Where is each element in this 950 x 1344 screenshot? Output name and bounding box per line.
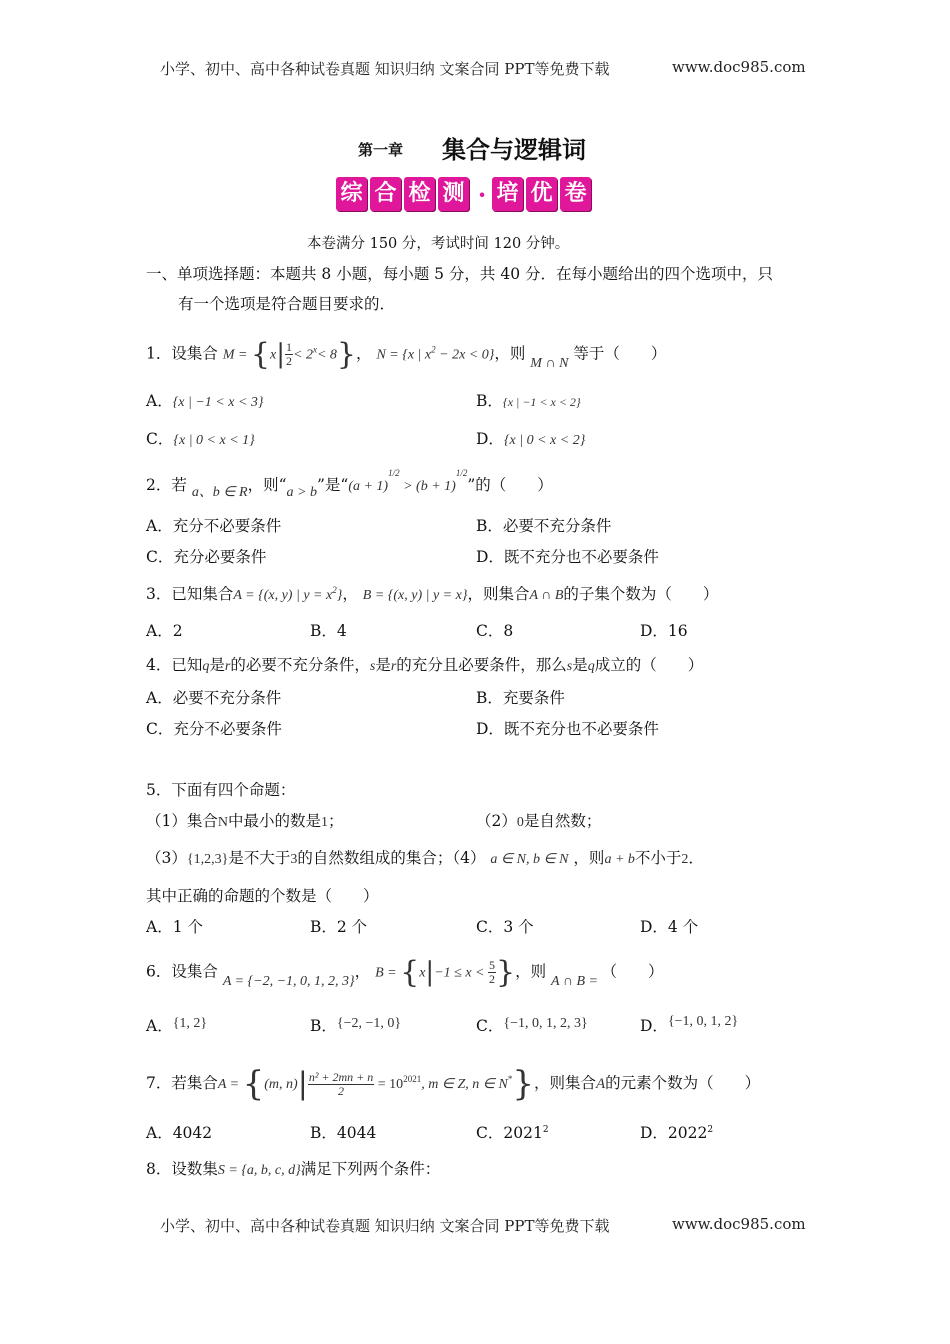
q2-expr2: > (b + 1) [399, 479, 456, 494]
q7-frac-den: 2 [338, 1083, 345, 1098]
option-value: {x | 0 < x < 2} [503, 433, 586, 448]
q7-set-a: A = [217, 1077, 243, 1092]
q3-set-a: A = {(x, y) | y = x [233, 588, 333, 603]
page-footer-url[interactable]: www.doc985.com [672, 1215, 806, 1233]
q3-option-b[interactable]: B．4 [310, 622, 347, 640]
q1-square: 2 [431, 344, 436, 355]
q7-option-b[interactable]: B．4044 [310, 1124, 377, 1142]
q4-text: 的充分且必要条件，那么 [396, 656, 567, 674]
q5-text: （2） [476, 812, 517, 830]
page-header-url[interactable]: www.doc985.com [672, 58, 806, 76]
option-label: C． [476, 1017, 504, 1035]
q7-ask: 的元素个数为（ ） [605, 1074, 761, 1092]
q2-option-a[interactable]: A．充分不必要条件 [146, 517, 282, 535]
q8-text: 满足下列两个条件： [300, 1160, 441, 1178]
q4-var-s: s [369, 659, 376, 674]
q1-exp: x [312, 344, 317, 355]
q6-option-d[interactable] [640, 1014, 738, 1036]
q5-option-b[interactable]: B．2 个 [310, 918, 368, 936]
q4-var-r: r [224, 659, 231, 674]
question-5: 5．下面有四个命题： [146, 781, 296, 799]
q4-text: 的必要不充分条件， [230, 656, 370, 674]
q1-stem: 1．设集合 [146, 344, 218, 363]
q6-set-a: A = {−2, −1, 0, 1, 2, 3} [222, 973, 355, 989]
q5-option-d[interactable]: D．4 个 [640, 918, 699, 936]
q4-option-a[interactable]: A．必要不充分条件 [146, 689, 282, 707]
option-value: C．2021 [476, 1124, 543, 1142]
q5-set-n: N [217, 815, 228, 830]
q5-text: ； [328, 812, 344, 830]
question-7: 7．若集合A = {(m, n)| $\frac{\text{n² + 2mn + n}}{2}$ = $10^{2021}$, m ∈ Z, n ∈ N*}，则集合A的元素个数为（ ） [146, 1064, 761, 1104]
q3-option-a[interactable]: A．2 [146, 622, 183, 640]
q1-intersection: M ∩ N [530, 355, 569, 371]
option-value: {x | 0 < x < 1} [173, 433, 255, 448]
question-3 [146, 582, 718, 604]
q6-condition: −1 ≤ x < [434, 965, 488, 981]
q1-comma: ， [356, 344, 372, 363]
q2-text: ，则“ [247, 476, 287, 494]
q1-option-c[interactable] [146, 427, 255, 449]
q7-cond: , m ∈ Z, n ∈ N [421, 1077, 508, 1092]
q5-text: 是自然数； [523, 812, 602, 830]
q1-set-n: N = {x | x [376, 347, 432, 363]
badge-char: 综 [336, 177, 367, 211]
q5-set: {1,2,3} [186, 852, 229, 867]
q5-text: 中最小的数是 [228, 812, 322, 830]
badge-char: 检 [404, 177, 435, 211]
q8-stem: 8．设数集 [146, 1160, 218, 1178]
option-value: {−1, 0, 1, 2, 3} [503, 1016, 588, 1031]
q5-statement-3-4 [146, 846, 704, 868]
q6-frac-num: 5 [488, 958, 495, 972]
option-label: B． [310, 1017, 337, 1035]
q7-option-c[interactable] [476, 1121, 549, 1143]
q4-ask: 成立的（ ） [594, 656, 704, 674]
exam-info: 本卷满分 150 分，考试时间 120 分钟。 [307, 236, 570, 252]
badge-char: 优 [526, 177, 557, 211]
question-8 [146, 1157, 440, 1179]
q3-option-d[interactable]: D．16 [640, 622, 688, 640]
q2-stem: 2．若 [146, 476, 187, 494]
q3-stem: 3．已知集合 [146, 585, 234, 603]
page-header-text: 小学、初中、高中各种试卷真题 知识归纳 文案合同 PPT等免费下载 [160, 60, 610, 78]
q3-ask: 的子集个数为（ ） [563, 585, 719, 603]
q7-var-a: A [595, 1076, 606, 1092]
badge-char: 测 [438, 177, 469, 211]
q5-num: 1 [321, 815, 329, 830]
option-sup: 2 [707, 1124, 714, 1135]
q1-ineq2: < 8 [316, 347, 337, 363]
q7-text: ，则集合 [533, 1074, 596, 1092]
q5-num: 0 [516, 815, 524, 830]
q7-pair: (m, n) [264, 1077, 298, 1092]
q2-option-b[interactable]: B．必要不充分条件 [476, 517, 612, 535]
q4-text: 是 [209, 656, 225, 674]
q6-option-a[interactable] [146, 1014, 207, 1036]
q1-then: ，则 [494, 344, 526, 363]
q6-option-c[interactable] [476, 1014, 588, 1036]
q7-option-a[interactable]: A．4042 [146, 1124, 213, 1142]
q2-exp1: 1/2 [388, 467, 400, 478]
q1-ask: 等于（ ） [573, 344, 667, 363]
q8-set-s: S = {a, b, c, d} [217, 1163, 301, 1178]
q1-ineq: < 2 [293, 347, 313, 363]
question-1: 1．设集合 M = {x| $\frac{1}{2}$ < $2^x< 8$}， N = {x | $x^2 - 2x < 0$}，则 M ∩ N 等于（ ） [146, 337, 667, 372]
q4-var-q: q [587, 659, 595, 674]
q5-text: （1）集合 [146, 812, 218, 830]
q5-statement-2 [476, 809, 601, 831]
q2-exp2: 1/2 [455, 467, 468, 478]
q2-option-c[interactable]: C．充分必要条件 [146, 548, 267, 566]
q1-option-d[interactable] [476, 427, 585, 449]
q7-eq: = 10 [374, 1077, 404, 1092]
q3-square: 2 [332, 584, 337, 595]
option-value: {x | −1 < x < 3} [172, 395, 264, 410]
q2-condition: a、b ∈ R [191, 485, 248, 500]
q7-exp: 2021 [403, 1073, 422, 1084]
option-value: {−2, −1, 0} [336, 1016, 402, 1031]
q6-var: x [419, 965, 426, 981]
q4-var-r: r [390, 659, 397, 674]
q4-option-d[interactable]: D．既不充分也不必要条件 [476, 720, 659, 738]
q5-sum: a + b [604, 852, 635, 867]
q1-var: x [270, 347, 277, 363]
q7-frac-num: n² + 2mn + n [308, 1069, 374, 1084]
option-value: {x | −1 < x < 2} [502, 395, 581, 409]
badge-char: 合 [370, 177, 401, 211]
badge-char: 卷 [560, 177, 591, 211]
q6-comma: ， [354, 962, 371, 981]
q6-ask: （ ） [601, 962, 664, 981]
q1-set-n-rest: − 2x < 0} [435, 347, 495, 363]
option-label: D． [640, 1017, 668, 1035]
q5-text: ． [688, 849, 704, 867]
option-label: B． [476, 392, 503, 410]
q6-frac-den: 2 [488, 972, 495, 986]
question-4 [146, 653, 703, 675]
q6-intersection: A ∩ B = [551, 973, 602, 989]
page-footer-text: 小学、初中、高中各种试卷真题 知识归纳 文案合同 PPT等免费下载 [160, 1217, 610, 1235]
option-label: C． [146, 430, 174, 448]
chapter-label: 第一章 [358, 141, 404, 159]
q7-stem: 7．若集合 [146, 1074, 218, 1092]
q4-var-s: s [566, 659, 573, 674]
q4-var-q: q [202, 659, 210, 674]
q3-option-c[interactable]: C．8 [476, 622, 514, 640]
q5-text: ，则 [573, 849, 605, 867]
option-value: {1, 2} [172, 1016, 208, 1031]
q5-text: 的自然数组成的集合；（4） [297, 849, 486, 867]
q3-intersection: A ∩ B [529, 588, 564, 603]
badge-char: 培 [492, 177, 523, 211]
q2-expr: (a + 1) [348, 479, 389, 494]
q5-text: 不小于 [634, 849, 682, 867]
q7-star: * [507, 1073, 513, 1084]
q1-option-a[interactable] [146, 389, 264, 411]
option-value: D．2022 [640, 1124, 708, 1142]
section-heading-line1: 一、单项选择题：本题共 8 小题，每小题 5 分，共 40 分．在每小题给出的四个选项中，只 [146, 265, 774, 283]
q3-text: ，则集合 [467, 585, 530, 603]
q5-text: 是不大于 [228, 849, 291, 867]
q6-then: ，则 [515, 962, 547, 981]
option-label: D． [476, 430, 504, 448]
option-label: A． [146, 392, 173, 410]
q2-text2: ”是“ [316, 476, 349, 494]
q2-hyp: a > b [286, 485, 317, 500]
q3-set-a-end: } [336, 588, 343, 603]
q4-option-c[interactable]: C．充分不必要条件 [146, 720, 282, 738]
q4-option-b[interactable]: B．充要条件 [476, 689, 565, 707]
q3-set-b: B = {(x, y) | y = x} [362, 588, 468, 603]
option-value: {−1, 0, 1, 2} [667, 1014, 739, 1029]
q5-option-c[interactable]: C．3 个 [476, 918, 534, 936]
q1-option-b[interactable] [476, 389, 581, 411]
q5-text: （3） [146, 849, 187, 867]
q5-num: 3 [290, 852, 298, 867]
q5-ask: 其中正确的命题的个数是（ ） [146, 887, 379, 905]
q6-set-b: B = [375, 965, 401, 981]
question-6: 6．设集合 A = {−2, −1, 0, 1, 2, 3}， B = {x|−1 ≤ x < $\frac{5}{2}$ }，则 A ∩ B = （ ） [146, 955, 664, 990]
q7-option-d[interactable] [640, 1121, 713, 1143]
option-sup: 2 [542, 1124, 549, 1135]
badge-dot: · [477, 179, 487, 209]
q2-option-d[interactable]: D．既不充分也不必要条件 [476, 548, 659, 566]
q2-ask: ”的（ ） [467, 476, 553, 494]
q4-text: 是 [375, 656, 391, 674]
q5-num: 2 [681, 852, 689, 867]
q5-statement-1 [146, 809, 344, 831]
q3-comma: ， [342, 585, 358, 603]
q4-text: 是 [572, 656, 588, 674]
q4-text: 4．已知 [146, 656, 203, 674]
option-label: A． [146, 1017, 173, 1035]
chapter-title: 集合与逻辑词 [442, 136, 586, 164]
question-2 [146, 467, 553, 500]
q6-option-b[interactable] [310, 1014, 401, 1036]
q6-stem: 6．设集合 [146, 962, 218, 981]
q1-set-m: M = [222, 347, 251, 363]
title-badge [336, 176, 594, 212]
q5-condition: a ∈ N, b ∈ N [490, 852, 569, 867]
section-heading-line2: 有一个选项是符合题目要求的． [178, 295, 396, 313]
q5-option-a[interactable]: A．1 个 [146, 918, 203, 936]
